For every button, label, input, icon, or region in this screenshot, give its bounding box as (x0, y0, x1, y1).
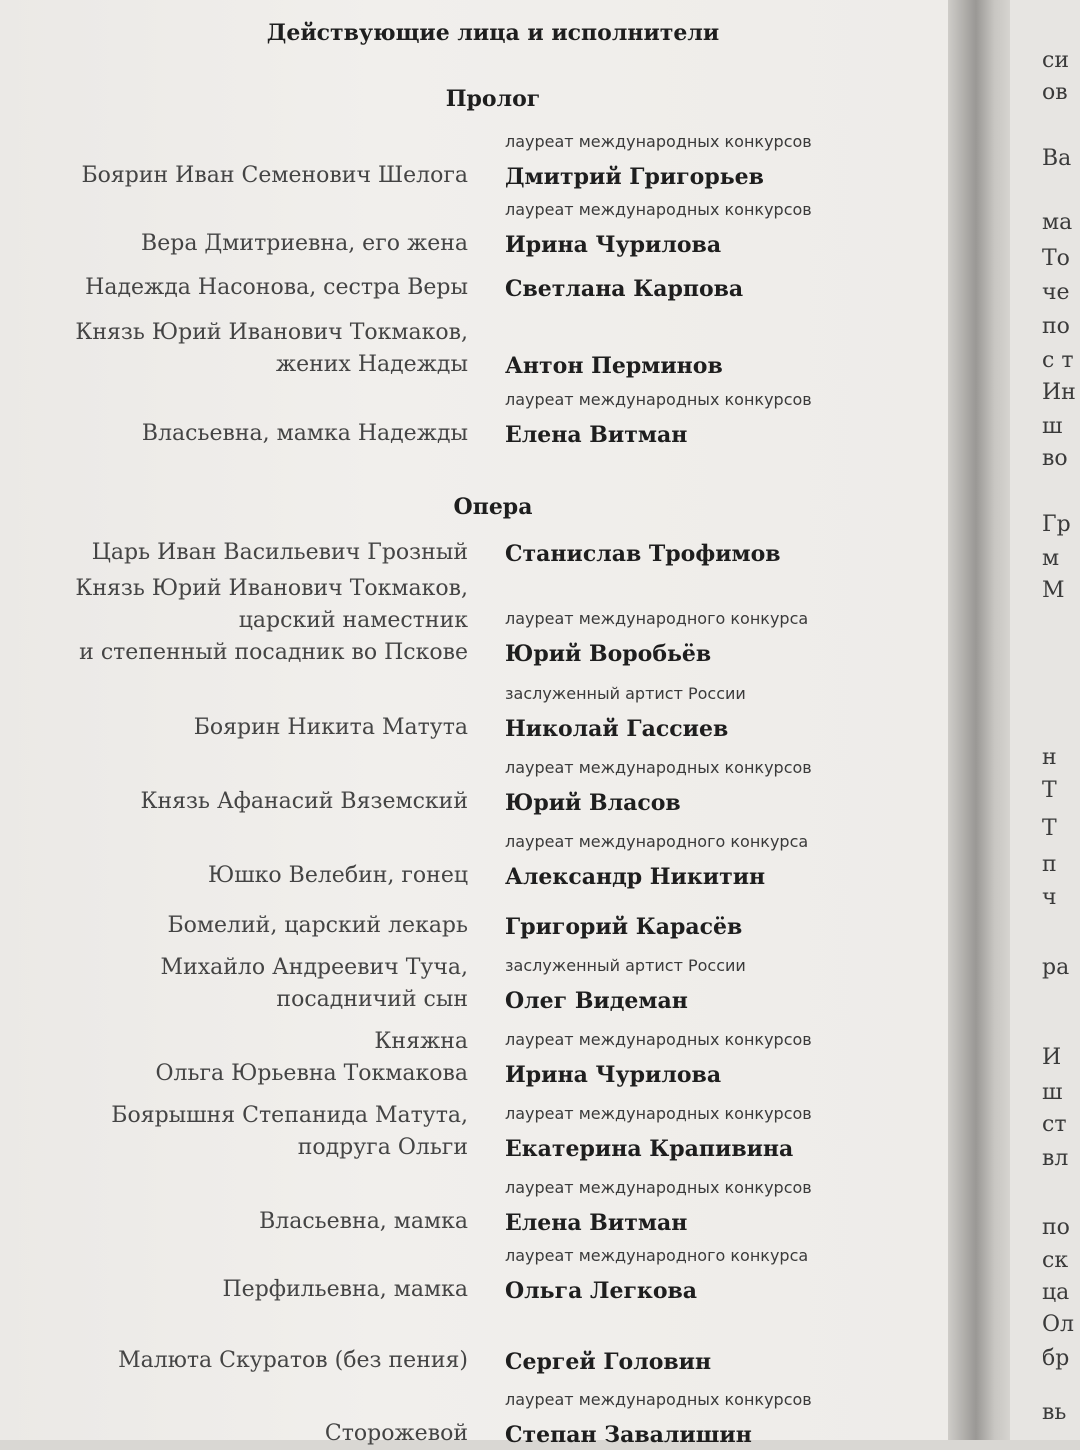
next-page-fragment: по (1042, 314, 1070, 339)
performer-title: лауреат международного конкурса (505, 832, 809, 851)
character-role: царский наместник (238, 608, 468, 633)
performer-name: Юрий Воробьёв (505, 641, 712, 667)
section-heading: Пролог (445, 86, 541, 112)
next-page-fragment: с т (1042, 348, 1074, 373)
performer-title: заслуженный артист России (505, 956, 746, 975)
next-page-fragment: н (1042, 745, 1057, 770)
next-page-fragment: м (1042, 546, 1060, 571)
performer-name: Сергей Головин (505, 1349, 712, 1375)
character-role: Михайло Андреевич Туча, (160, 955, 468, 980)
character-role: Перфильевна, мамка (222, 1277, 468, 1302)
character-role: Юшко Велебин, гонец (207, 863, 468, 888)
next-page-fragment: Т (1042, 778, 1057, 803)
performer-name: Елена Витман (505, 422, 688, 448)
performer-name: Светлана Карпова (505, 276, 744, 302)
next-page-fragment: И (1042, 1045, 1062, 1070)
performer-name: Дмитрий Григорьев (505, 164, 764, 190)
next-page-fragment: бр (1042, 1346, 1070, 1371)
section-heading: Опера (453, 494, 533, 520)
character-role: Боярин Никита Матута (193, 715, 468, 740)
performer-title: лауреат международных конкурсов (505, 758, 812, 777)
character-role: Боярин Иван Семенович Шелога (81, 163, 468, 188)
character-role: Власьевна, мамка (259, 1209, 468, 1234)
character-role: жених Надежды (275, 352, 468, 377)
character-role: Княжна (374, 1029, 468, 1054)
performer-name: Олег Видеман (505, 988, 688, 1014)
next-page-fragment: Ол (1042, 1312, 1075, 1337)
character-role: Надежда Насонова, сестра Веры (85, 275, 468, 300)
next-page-fragment: ш (1042, 414, 1063, 439)
character-role: Сторожевой (324, 1421, 468, 1446)
performer-name: Ирина Чурилова (505, 232, 722, 258)
performer-name: Екатерина Крапивина (505, 1136, 794, 1162)
character-role: подруга Ольги (297, 1135, 468, 1160)
performer-name: Александр Никитин (505, 864, 766, 890)
performer-name: Григорий Карасёв (505, 914, 743, 940)
performer-title: лауреат международного конкурса (505, 1246, 809, 1265)
next-page-fragment: ск (1042, 1248, 1069, 1273)
performer-title: лауреат международных конкурсов (505, 1178, 812, 1197)
next-page-fragment: ст (1042, 1112, 1067, 1137)
next-page-fragment: п (1042, 852, 1057, 877)
character-role: Князь Афанасий Вяземский (140, 789, 468, 814)
next-page-fragment: Т (1042, 816, 1057, 841)
character-role: Бомелий, царский лекарь (167, 913, 468, 938)
performer-name: Юрий Власов (505, 790, 681, 816)
next-page-fragment: Ин (1042, 380, 1076, 405)
performer-name: Антон Перминов (505, 353, 723, 379)
next-page-fragment: Гр (1042, 512, 1071, 537)
performer-name: Ольга Легкова (505, 1278, 698, 1304)
next-page-fragment: ов (1042, 80, 1068, 105)
next-page-fragment: во (1042, 446, 1068, 471)
next-page-fragment: ш (1042, 1080, 1063, 1105)
performer-title: лауреат международных конкурсов (505, 200, 812, 219)
book-gutter (948, 0, 1010, 1440)
next-page-fragment: вл (1042, 1146, 1069, 1171)
next-page-fragment: ма (1042, 210, 1073, 235)
performer-name: Ирина Чурилова (505, 1062, 722, 1088)
performer-title: лауреат международных конкурсов (505, 1030, 812, 1049)
character-role: Ольга Юрьевна Токмакова (155, 1061, 468, 1086)
performer-name: Степан Завалишин (505, 1422, 752, 1448)
next-page-fragment: ца (1042, 1280, 1070, 1305)
next-page-fragment: М (1042, 578, 1065, 603)
performer-title: лауреат международных конкурсов (505, 390, 812, 409)
next-page-fragment: че (1042, 280, 1070, 305)
performer-title: заслуженный артист России (505, 684, 746, 703)
character-role: Князь Юрий Иванович Токмаков, (75, 576, 468, 601)
character-role: Князь Юрий Иванович Токмаков, (75, 320, 468, 345)
performer-title: лауреат международных конкурсов (505, 1390, 812, 1409)
character-role: Вера Дмитриевна, его жена (141, 231, 468, 256)
performer-title: лауреат международных конкурсов (505, 132, 812, 151)
performer-name: Николай Гассиев (505, 716, 729, 742)
character-role: Царь Иван Васильевич Грозный (91, 540, 468, 565)
next-page-fragment: вь (1042, 1400, 1067, 1425)
performer-title: лауреат международных конкурсов (505, 1104, 812, 1123)
character-role: Малюта Скуратов (без пения) (118, 1348, 468, 1373)
next-page-fragment: по (1042, 1215, 1070, 1240)
character-role: посадничий сын (276, 987, 468, 1012)
next-page-fragment: си (1042, 48, 1069, 73)
performer-title: лауреат международного конкурса (505, 609, 809, 628)
character-role: и степенный посадник во Пскове (79, 640, 468, 665)
next-page-fragment: ра (1042, 955, 1070, 980)
page-title: Действующие лица и исполнители (266, 20, 720, 46)
character-role: Власьевна, мамка Надежды (141, 421, 468, 446)
performer-name: Елена Витман (505, 1210, 688, 1236)
next-page-fragment: ч (1042, 885, 1057, 910)
character-role: Боярышня Степанида Матута, (111, 1103, 468, 1128)
next-page-fragment: То (1042, 246, 1070, 271)
performer-name: Станислав Трофимов (505, 541, 781, 567)
next-page-fragment: Ва (1042, 146, 1072, 171)
